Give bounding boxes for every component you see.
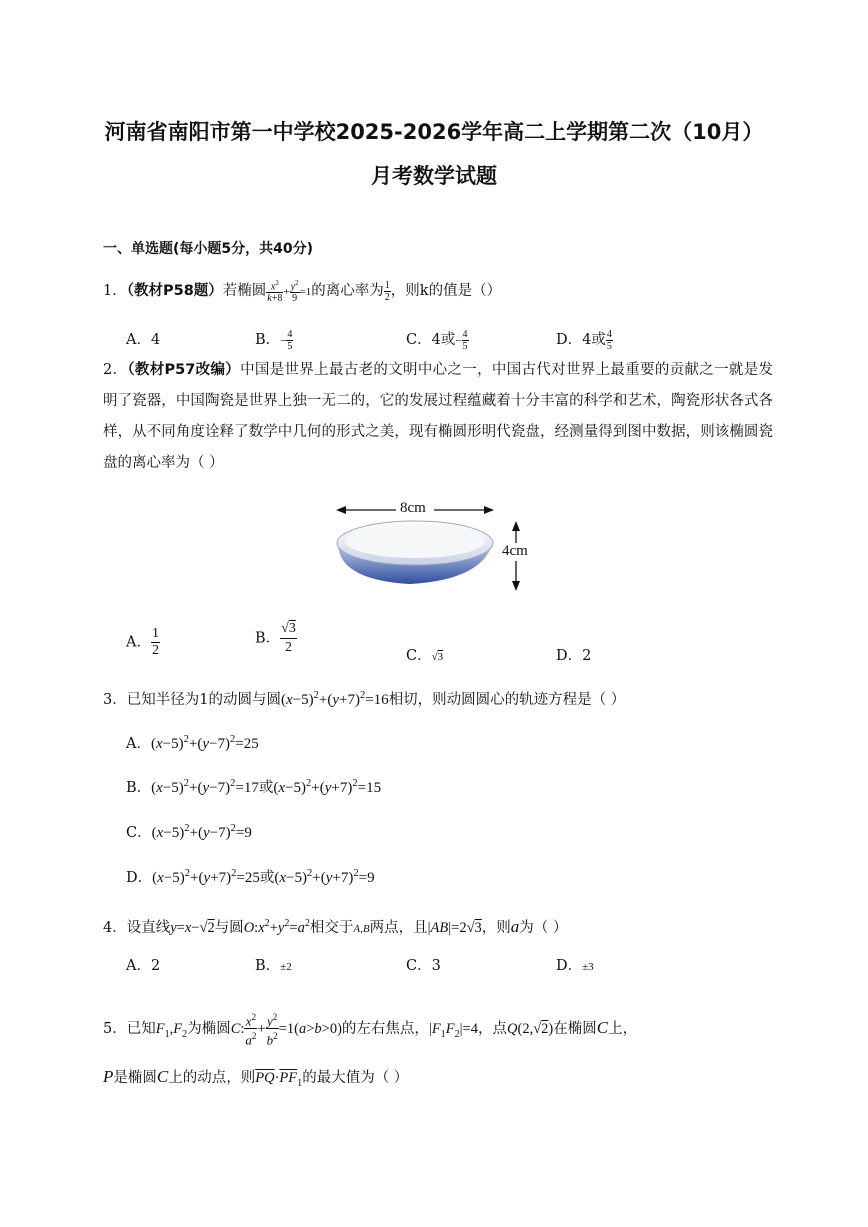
question-5: 5．已知$F_1,F_2$为椭圆C: $\frac{x^2}{a^2}$ + $\frac{y^2}{b^2}$ =1(a>b>0)的左右焦点，$|F_1F_2|=4$，点Q(2,√2)在椭圆C上， <box>103 1012 638 1048</box>
section-heading: 一、单选题(每小题5分，共40分) <box>103 241 314 257</box>
q3-option-d: D．$(x-5)^2+(y+7)^2=25$或$(x-5)^2+(y+7)^2=9$ <box>126 868 375 886</box>
q4-option-d: D．±3 <box>556 958 594 974</box>
q1-eccentricity-frac: $\frac{1}{2}$ <box>384 279 390 303</box>
page-title-line1: 河南省南阳市第一中学校2025-2026学年高二上学期第二次（10月） <box>104 120 764 144</box>
width-label: 8cm <box>400 500 426 516</box>
q2-option-c: C．√3 <box>406 648 444 664</box>
q3-option-a: A．$(x-5)^2+(y-7)^2=25$ <box>126 734 259 752</box>
q1-option-b: B．− $\frac{4}{5}$ <box>255 328 293 352</box>
q2-option-a: A． $\frac{1}{2}$ <box>126 626 159 658</box>
q4-option-c: C．3 <box>406 958 441 974</box>
height-label: 4cm <box>502 543 528 559</box>
q3-option-b: B．$(x-5)^2+(y-7)^2=17$或$(x-5)^2+(y+7)^2=15$ <box>126 778 382 796</box>
question-3: 3．已知半径为1的动圆与圆$(x-5)^2+(y+7)^2=16$相切，则动圆圆心的轨迹方程是（ ） <box>103 690 626 708</box>
q1-option-d: D．4或 $\frac{4}{5}$ <box>556 328 612 352</box>
q2-option-d: D．2 <box>556 648 592 664</box>
question-5-line2: P是椭圆C上的动点，则$\overline{PQ}\cdot\overline{PF}_1$的最大值为（ ） <box>103 1067 409 1089</box>
q4-option-b: B．±2 <box>255 958 292 974</box>
q1-ellipse-frac2: $\frac{y^2}{9}$ <box>290 279 299 305</box>
question-4: 4．设直线y=x−√2与圆$O:x^2+y^2=a^2$相交于A,B两点，且|AB|=2√3，则a为（ ） <box>103 917 568 936</box>
q4-option-a: A．2 <box>126 958 161 974</box>
q1-option-a: A．4 <box>126 332 161 348</box>
question-2: 2．（教材P57改编）中国是世界上最古老的文明中心之一，中国古代对世界上最重要的贡献之一就是发明了瓷器，中国陶瓷是世界上独一无二的，它的发展过程蕴藏着十分丰富的科学和艺术，陶瓷形状各式各样，从不同角度诠释了数学中几何的形式之美，现有椭圆形明代瓷盘，经测量得到图中数据，则该椭圆瓷盘的离心率为（ ） <box>103 362 774 471</box>
q2-tag: （教材P57改编） <box>127 362 241 378</box>
q1-ellipse-frac1: $\frac{x^2}{k+8}$ <box>267 279 283 305</box>
q3-option-c: C．$(x-5)^2+(y-7)^2=9$ <box>126 823 252 841</box>
q1-option-c: C．4或− $\frac{4}{5}$ <box>406 328 468 352</box>
question-1: 1．（教材P58题）若椭圆 $\frac{x^2}{k+8}$ + $\frac{y^2}{9}$ =1的离心率为 $\frac{1}{2}$ ，则k的值是（） <box>103 279 502 305</box>
page-title-line2: 月考数学试题 <box>371 164 497 188</box>
q2-option-b: B． $\frac{√3}{2}$ <box>255 621 296 655</box>
q1-tag: （教材P58题） <box>126 283 223 300</box>
